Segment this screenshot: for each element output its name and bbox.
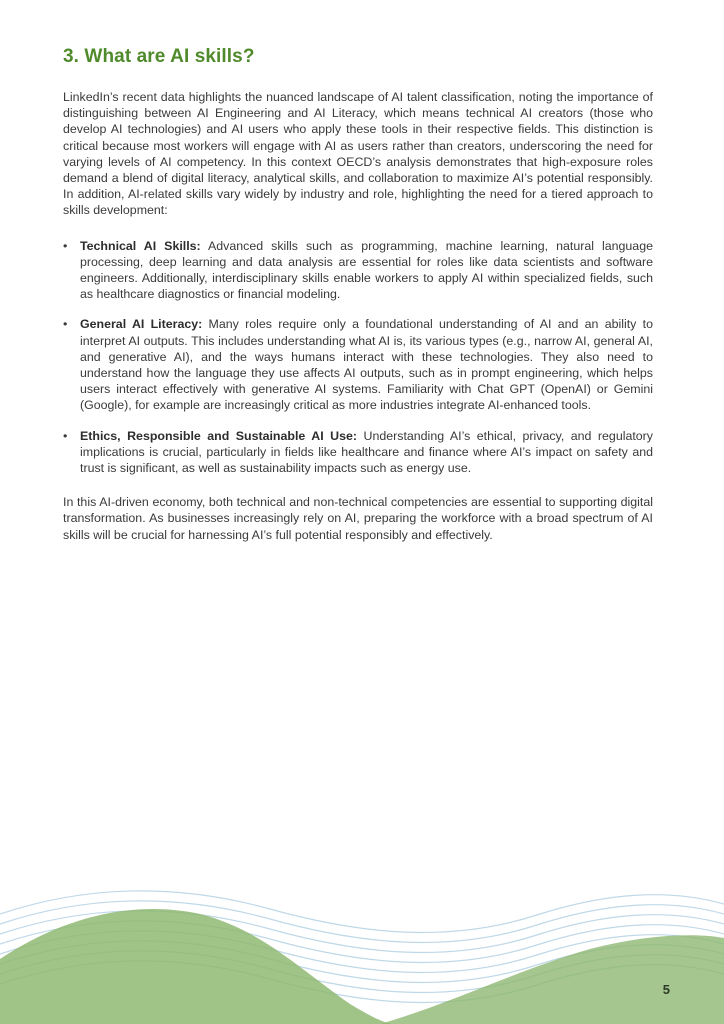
- green-hill-left: [0, 909, 395, 1024]
- list-item-ethics-ai-use: [63, 428, 653, 477]
- skills-list: [63, 238, 653, 477]
- intro-paragraph: LinkedIn’s recent data highlights the nuanced landscape of AI talent classification, noting the importance of distinguishing between AI Engineering and AI Literacy, which means technical AI creators (those who develop AI technologies) and AI users who apply these tools in their respective fields. This distinction is critical because most workers will engage with AI as users rather than creators, underscoring the need for varying levels of AI competency. In this context OECD’s analysis demonstrates that high-exposure roles demand a blend of digital literacy, analytical skills, and collaboration to maximize AI’s potential responsibly. In addition, AI-related skills vary widely by industry and role, highlighting the need for a tiered approach to skills development:: [63, 90, 653, 218]
- bullet-icon: •: [63, 428, 68, 443]
- bullet-icon: •: [63, 238, 68, 253]
- bullet-title: Technical AI Skills:: [80, 238, 201, 253]
- bullet-text: Many roles require only a foundational understanding of AI and an ability to interpret AI outputs. This includes understanding what AI is, its various types (e.g., narrow AI, general AI, and generative AI), and the ways humans interact with these technologies. They also need to understand how the language they use affects AI outputs, such as in prompt engineering, which helps users interact effectively with generative AI systems. Familiarity with Chat GPT (OpenAI) or Gemini (Google), for example are increasingly critical as more industries integrate AI-enhanced tools.: [80, 317, 653, 413]
- list-item-technical-ai-skills: [63, 238, 653, 303]
- green-hill-right: [380, 935, 724, 1024]
- bullet-title: Ethics, Responsible and Sustainable AI Use:: [80, 428, 358, 443]
- closing-paragraph: In this AI-driven economy, both technical and non-technical competencies are essential to supporting digital transformation. As businesses increasingly rely on AI, preparing the workforce with a broad spectrum of AI skills will be crucial for harnessing AI’s full potential responsibly and effectively.: [63, 495, 653, 542]
- section-heading: 3. What are AI skills?: [63, 46, 255, 67]
- page-content: [63, 46, 653, 543]
- bullet-text: Understanding AI’s ethical, privacy, and regulatory implications is crucial, particularly in fields like healthcare and finance where AI’s impact on safety and trust is significant, as well as sustainability impacts such as energy use.: [80, 428, 654, 476]
- bullet-title: General AI Literacy:: [80, 317, 203, 332]
- decorative-wave-footer: [0, 874, 724, 1024]
- bullet-icon: •: [63, 317, 68, 332]
- list-item-general-ai-literacy: [63, 316, 653, 413]
- bullet-text: Advanced skills such as programming, machine learning, natural language processing, deep learning and data analysis are essential for roles like data scientists and software engineers. Additionally, interdisciplinary skills enable workers to apply AI within specialized fields, such as healthcare diagnostics or financial modeling.: [80, 238, 653, 302]
- page-number: 5: [662, 982, 670, 997]
